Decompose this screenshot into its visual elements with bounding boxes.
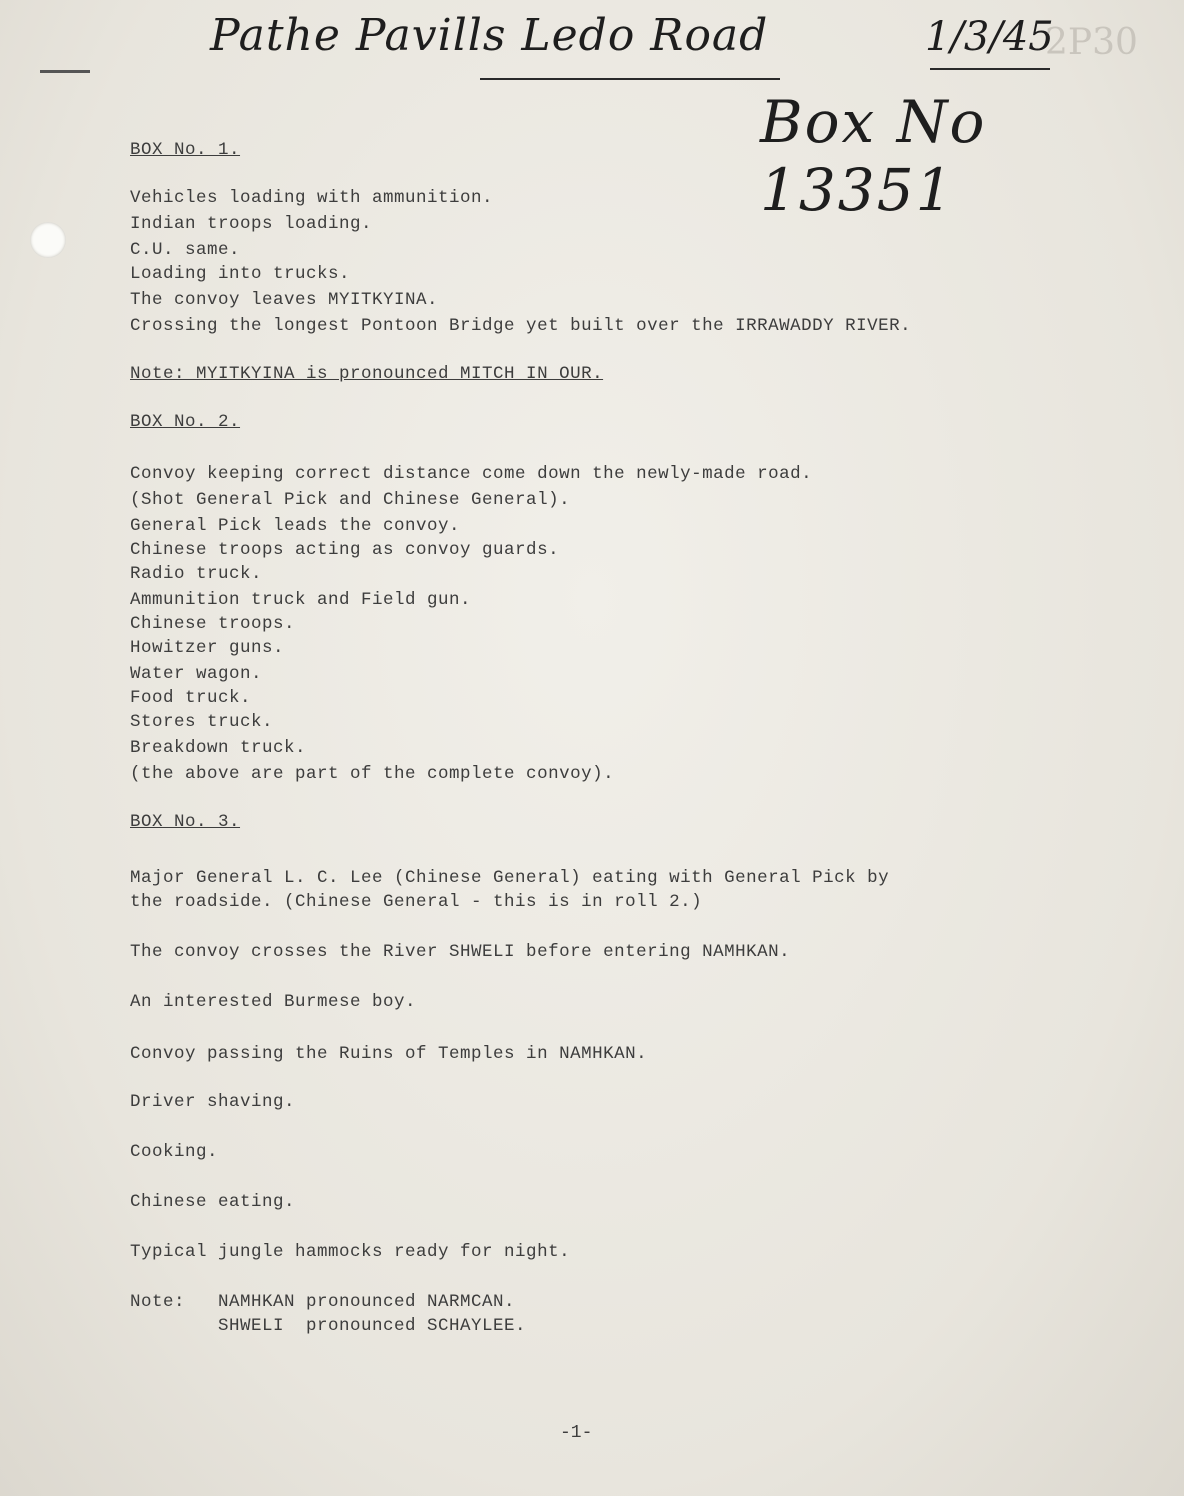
shot-line: Stores truck. (130, 712, 274, 732)
shot-line: Howitzer guns. (130, 638, 285, 658)
faint-handwritten-code: 2P30 (1045, 22, 1138, 63)
shot-line: Convoy passing the Ruins of Temples in NAMHKAN. (130, 1044, 648, 1064)
page-number: -1- (560, 1423, 593, 1443)
shot-line: Breakdown truck. (130, 738, 307, 758)
pronunciation-note: Note: NAMHKAN pronounced NARMCAN. (130, 1292, 516, 1312)
punch-hole (30, 222, 66, 258)
shot-line: (the above are part of the complete convoy). (130, 764, 615, 784)
title-underline (480, 78, 780, 80)
margin-mark (40, 70, 90, 73)
shot-line: Indian troops loading. (130, 214, 373, 234)
handwritten-date: 1/3/45 (925, 14, 1054, 60)
shot-line: (Shot General Pick and Chinese General). (130, 490, 571, 510)
handwritten-title: Pathe Pavills Ledo Road (210, 10, 769, 61)
box-1-heading: BOX No. 1. (130, 140, 241, 160)
box-2-heading: BOX No. 2. (130, 412, 241, 432)
handwritten-box-number: Box No 13351 (760, 88, 987, 224)
shot-line: Crossing the longest Pontoon Bridge yet built over the IRRAWADDY RIVER. (130, 316, 912, 336)
shot-line: The convoy crosses the River SHWELI before entering NAMHKAN. (130, 942, 791, 962)
shot-line: Water wagon. (130, 664, 263, 684)
pronunciation-note: SHWELI pronounced SCHAYLEE. (130, 1316, 527, 1336)
shot-line: Driver shaving. (130, 1092, 296, 1112)
date-underline (930, 68, 1050, 70)
shot-line: Chinese eating. (130, 1192, 296, 1212)
shot-line: the roadside. (Chinese General - this is in roll 2.) (130, 892, 703, 912)
shot-line: General Pick leads the convoy. (130, 516, 461, 536)
shot-line: Major General L. C. Lee (Chinese General) eating with General Pick by (130, 868, 890, 888)
shot-line: Chinese troops. (130, 614, 296, 634)
shot-line: Cooking. (130, 1142, 219, 1162)
pronunciation-note: Note: MYITKYINA is pronounced MITCH IN OUR. (130, 364, 604, 384)
shot-line: Loading into trucks. (130, 264, 351, 284)
shot-line: Vehicles loading with ammunition. (130, 188, 494, 208)
shot-line: The convoy leaves MYITKYINA. (130, 290, 439, 310)
shot-line: Ammunition truck and Field gun. (130, 590, 472, 610)
shot-line: C.U. same. (130, 240, 241, 260)
box-3-heading: BOX No. 3. (130, 812, 241, 832)
shot-line: Typical jungle hammocks ready for night. (130, 1242, 571, 1262)
shot-line: Food truck. (130, 688, 252, 708)
shot-line: Chinese troops acting as convoy guards. (130, 540, 560, 560)
shot-line: An interested Burmese boy. (130, 992, 417, 1012)
shot-line: Radio truck. (130, 564, 263, 584)
shot-line: Convoy keeping correct distance come down the newly-made road. (130, 464, 813, 484)
